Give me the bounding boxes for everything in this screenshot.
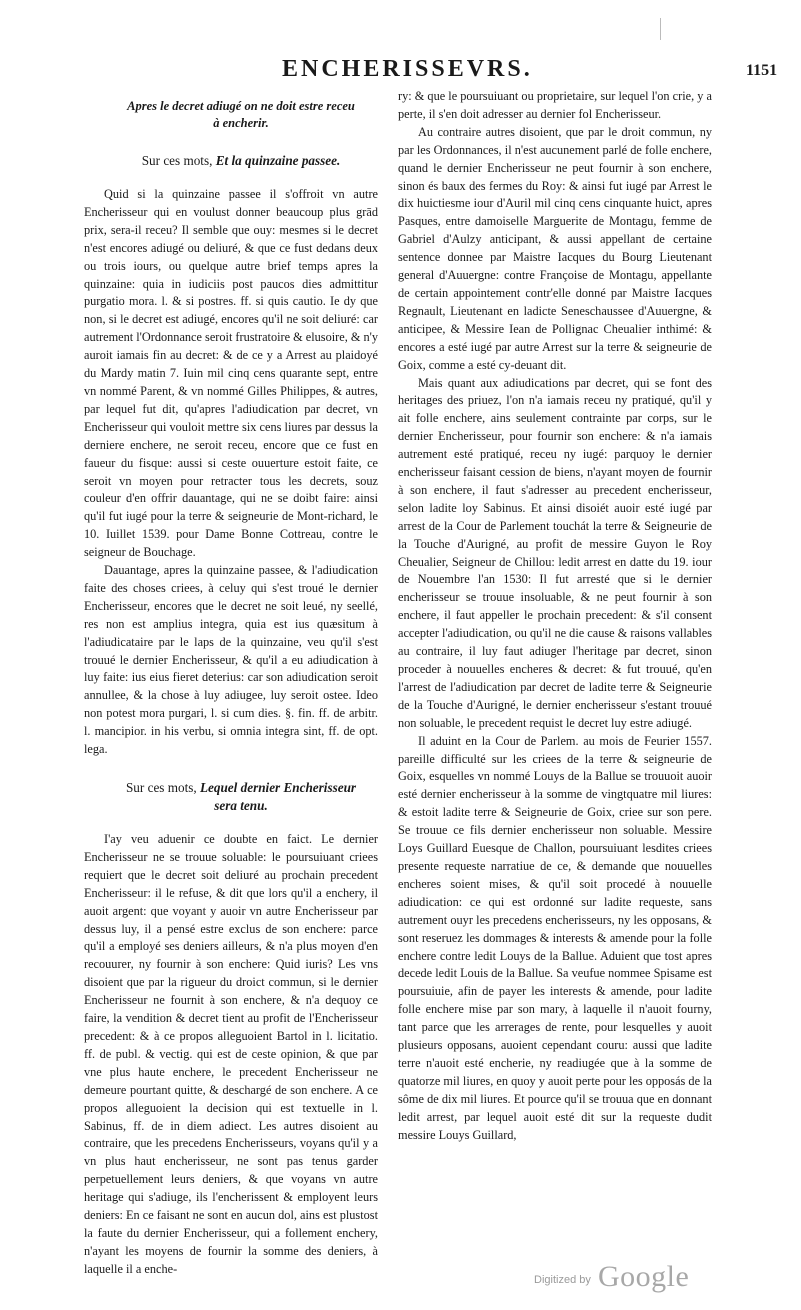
paragraph-mais-quant: Mais quant aux adiudications par decret, qui se font des heritages des priuez, l'on n'a iamais receu ny pratiqué, qu'il y ait folle enchere, ains seulement contrainte par corps, sur le dernier Encherisseur, pour fournir son enchere: & n'a iamais autrement esté pratiqué, receu ny iugé: parquoy le dernier encherisseur faisant cession de biens, n'ayant moyen de fournir à son enchere, il faut s'adresser au precedent encherisseur, selon ladite loy Sabinus. Et ainsi disoiét auoir esté iugé par arrest de la Cour de Parlement touchát la terre & Seigneurie de la Touche d'Aurigné, au profit de messire Guyon le Roy Cheualier, Seigneur de Chillou: ledit arrest en datte du 19. iour de Nouembre l'an 1530: Il fut arresté que si le dernier encherisseur se trouue insoluable, & ne peut fournir à son enchere, il faut appeller le prochain precedent: & s'il consent accepter l'adiudication, ou qu'il ne die cause & raisons vallables au contraire, il luy faut adiuger l'heritage par decret, sinon proceder à nouuelles encheres & decret: & fut trouué, qu'en l'arrest de l'adiudication par decret de ladite terre & Seigneurie de la Touche d'Aurigné, le dernier encherisseur s'estant trouué non soluable, le precedent requist le decret luy estre adiugé.	[398, 375, 712, 730]
section-heading-quinzaine	[84, 152, 378, 170]
running-title: ENCHERISSEVRS.	[282, 56, 533, 82]
section-heading-intro: Sur ces mots,	[141, 153, 213, 168]
section-heading-intro: Sur ces mots,	[125, 780, 197, 795]
paragraph-continuation: ry: & que le poursuiuant ou proprietaire, sur lequel l'on crie, y a perte, il s'en doit adresser au dernier fol Encherisseur.	[398, 89, 712, 121]
heading-decret-adiuge-cont: à encherir.	[213, 116, 269, 130]
section-heading-dernier-encherisseur	[84, 779, 378, 797]
paragraph-au-contraire: Au contraire autres disoient, que par le droit commun, ny par les Ordonnances, il n'est aucunement parlé de folle enchere, quand le dernier Encherisseur ne peut fournir à son enchere, sinon és baux des fermes du Roy: & ainsi fut iugé par Arrest le dix huictiesme iour d'Auril mil cinq cens cinquante huict, apres Pasques, entre damoiselle Marguerite de Montagu, femme de Gabriel d'Aulzy anticipant, & aussi appellant de certaine sentence donnee par Maistre Iacques du Bourg Lieutenant general d'Auuergne: contre Françoise de Montagu, appellante de certain appointement contr'elle donné par Maistre Iacques Regnault, Lieutenant en ladicte Seneschaussee d'Auuergne, & anticipee, & Messire Iean de Pollignac Cheualier inthimé: & encores a esté iugé par autre Arrest sur la terre & seigneurie de Goix, comme a esté cy-deuant dit.	[398, 124, 712, 372]
paragraph-il-aduint: Il aduint en la Cour de Parlem. au mois de Feurier 1557. pareille difficulté sur les criees de la terre & seigneurie de Goix, esquelles vn nommé Louys de la Ballue se trouuoit auoir esté dernier encherisseur à la somme de vingtquatre mil liures: & estoit ladite terre & Seigneurie de Goix, criee sur son pere. Se trouue ce fils dernier encherisseur non soluable. Messire Loys Guillard Euesque de Challon, poursuiuant lesdites criees presente requeste narratiue de ce, & demande que nouuelles encheres soient mises, & qu'il soit procedé à nouuelle adiudication: ce qui est ordonné sur ladite requeste, sans autrement ouyr les precedens encherisseurs, ny les opposans, & sont reseruez les dommages & interests & amende pour la folle enchere contre ledit Louys de la Ballue. Aduient que tost apres decede ledit Louis de la Ballue. Sa veufue nommee Spisame est poursuiuie, afin de payer les interests & amende, pour ladite folle enchere mise par son mary, à laquelle il n'auoit fourny, tant parce que les arrerages de rente, pour lesquelles y auoit plusieurs opposans, auoient cependant couru: aussi que ladite terre n'auoit esté encherie, ny readiugée que à la somme de quatorze mil liures, en quoy y auoit perte pour les opposás de la sôme de dix mil liures. Et pource qu'il se trouua que en donnant ledit arrest, par lequel auoit esté dit sur la requeste dudit messire Louys Guillard,	[398, 733, 712, 1142]
paragraph-quid-si: Quid si la quinzaine passee il s'offroit vn autre Encherisseur qui en voulust donner beaucoup plus grād prix, sera-il receu? Il semble que ouy: mesmes si le decret n'est encores adiugé ou deliuré, & que ce fust dedans deux ou trois iours, ou quelque autre brief temps apres la quinzaine: quia in iudiciis post paucos dies admittitur purgatio mora. l. & si postres. ff. si quis cautio. Ie dy que non, si le decret est adiugé, encores qu'il ne soit deliuré: car autrement l'Ordonnance seroit frustratoire & elusoire, & n'y auroit iamais fin au decret: & de ce y a Arrest au plaidoyé du Mardy matin 7. Iuin mil cinq cens quarante sept, entre vn nommé Parent, & vn nommé Gilles Philippes, & autres, par lequel fut dit, qu'apres l'adiudication par decret, vn Encherisseur qui vouloit mettre six cens liures par dessus la derniere enchere, ne seroit receu, encore que ce fust en faueur du fisque: aussi si ceste ouuerture estoit faite, ce seroit vn moyen pour retracter tous les decrets, souz couleur d'en offrir dauantage, qui ne se doibt faire: ainsi qu'il fut iugé pour la terre & seigneurie de Mont-richard, le 10. Iuillet 1539. pour Dame Bonne Cottreau, contre le seigneur de Bouchage.	[84, 187, 378, 560]
right-column	[398, 88, 712, 1198]
page-header	[0, 56, 801, 88]
watermark-label: Digitized by	[534, 1274, 591, 1286]
section-heading-cont	[84, 797, 378, 815]
page-number: 1151	[746, 62, 778, 79]
heading-decret-adiuge: Apres le decret adiugé on ne doit estre receu	[127, 99, 355, 113]
section-heading-italic: Et la quinzaine passee.	[215, 153, 341, 168]
paragraph-dauantage: Dauantage, apres la quinzaine passee, & l'adiudication faite des choses criees, à celuy qui s'est troué le dernier Encherisseur, encores que le decret ne soit leué, ny seellé, res non est amplius integra, quia est ius quæsitum à l'adiudicataire par le laps de la quinzaine, veu qu'il s'est trouué le dernier Encherisseur, & qu'il a eu adiudication à luy faite: ius eius fieret deterius: car son adiudication seroit annullee, & la chose à luy adiugee, luy seroit ostee. Ideo non potest mora purgari, l. si cum dies. §. fin. ff. de arbitr. l. mancipior. in his verbu, si omnia integra sint, ff. de opt. lega.	[84, 563, 378, 757]
paragraph-iay-veu: I'ay veu aduenir ce doubte en faict. Le dernier Encherisseur ne se trouue soluable: le poursuiuant criees requiert que le decret soit deliuré au prochain precedent Encherisseur: il le refuse, & dit que lors qu'il a enchery, il auoit argent: que voyant y auoir vn autre Encherisseur par dessus luy, il a pensé estre exclus de son enchere: parce qu'il a employé ses deniers ailleurs, & n'a plus moyen d'en recouurer, ny fournir à son enchere: Quid iuris? Les vns disoient que par la rigueur du droict commun, si le dernier Encherisseur ne fournit à son enchere, & n'a dequoy ce faire, la vendition & decret tient au profit de l'Encherisseur precedent: & à ce propos alleguoient Bartol in l. licitatio. ff. de publ. & vectig. qui est de ceste opinion, & que par vne plus haute enchere, le precedent Encherisseur ne demeure pourtant quitte, & deschargé de son enchere. A ce propos alleguoient la decision qui est textuelle in l. Sabinus, ff. de in diem adiect. Les autres disoient au contraire, que les precedens Encherisseurs, voyans qu'il y a vn plus haut encherisseur, ne sont pas tenus garder perpetuellement leurs deniers, & que voyans vn autre heritage qui s'adiuge, ils l'encherissent & employent leurs deniers: En ce faisant ne sont en aucun dol, ains est plustost la faute du dernier Encherisseur, qui a follement enchery, n'ayant les moyens de fournir la somme des deniers, à laquelle il a enche-	[84, 832, 378, 1276]
digitized-watermark	[534, 1254, 774, 1294]
section-heading-italic-cont: sera tenu.	[214, 798, 268, 813]
google-logo: Google	[598, 1260, 690, 1293]
section-heading-italic: Lequel dernier Encherisseur	[199, 780, 357, 795]
left-column	[84, 88, 378, 1276]
margin-mark	[660, 18, 661, 40]
